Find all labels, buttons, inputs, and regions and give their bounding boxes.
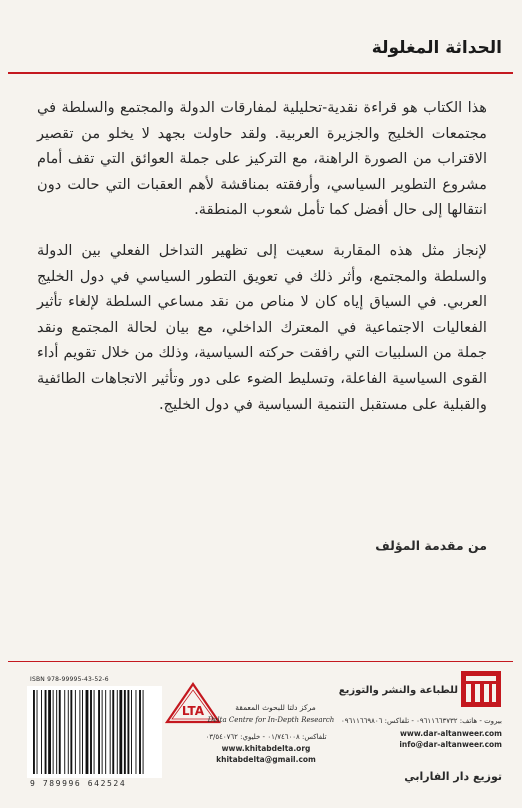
top-red-rule [8, 72, 513, 74]
publisher-contact [322, 716, 502, 751]
delta-name-en: Delta Centre for In-Depth Research [207, 716, 335, 724]
publisher-email: info@dar-altanweer.com [399, 740, 502, 749]
delta-name-ar: مركز دلتا للبحوث المعمقة [235, 703, 316, 712]
delta-logo-text: LTA [181, 704, 205, 718]
distribution-note: توزيع دار الفارابي [404, 770, 502, 783]
author-signature: من مقدمة المؤلف [375, 538, 487, 553]
blurb [37, 95, 487, 417]
isbn-digits: 9 789996 642524 [30, 779, 127, 788]
publisher-name: للطباعة والنشر والتوزيع [338, 685, 458, 696]
delta-email: khitabdelta@gmail.com [216, 755, 316, 764]
barcode-icon [27, 686, 162, 778]
delta-website: www.khitabdelta.org [221, 744, 311, 753]
blurb-paragraph-2: لإنجاز مثل هذه المقاربة سعيت إلى تظهير التداخل الفعلي بين الدولة والسلطة والمجتمع، وأثر ذلك في تعويق التطور السياسي في دول الخليج العربي. في السياق إياه كان لا مناص من نقد مساعي السلطة لإلغاء تأثير الفعاليات الاجتماعية في المعترك الداخلي، مع بيان لحالة المجتمع ونقد جملة من السلبيات التي رافقت حركته السياسية، وذلك من خلال تقويم أداء القوى السياسية الفاعلة، وتسليط الضوء على دور وتأثير الاتجاهات الطائفية والقبلية على مستقبل التنمية السياسية في دول الخليج. [37, 241, 487, 413]
isbn-label: ISBN 978-99995-43-52-6 [30, 676, 109, 683]
publisher-phone: بيروت - هاتف: ٠٩٦١١٦٦٣٧٣٢ - تلفاكس: ٠٩٦١١٦٦٩٨٠٦ [341, 717, 502, 725]
tanweer-logo-icon [460, 670, 502, 708]
publisher-website: www.dar-altanweer.com [399, 728, 502, 738]
delta-phone: تلفاكس: ٠١/٧٤٦٠٠٨ - خليوي: ٠٣/٥٤٠٧٦٢ [205, 733, 327, 741]
bottom-red-rule [8, 661, 513, 662]
book-title: الحداثة المغلولة [371, 38, 502, 58]
blurb-paragraph-1: هذا الكتاب هو قراءة نقدية-تحليلية لمفارقات الدولة والمجتمع والسلطة في مجتمعات الخليج والجزيرة العربية. ولقد حاولت بجهد لا يخلو من تقصير الاقتراب من الصورة الراهنة، مع التركيز على جملة العوائق التي تقف أمام مشروع التطوير السياسي، وأرفقته بمناقشة لأهم العقبات التي حالت دون انتقالها إلى حال أفضل كما تأمل شعوب المنطقة. [37, 99, 487, 219]
